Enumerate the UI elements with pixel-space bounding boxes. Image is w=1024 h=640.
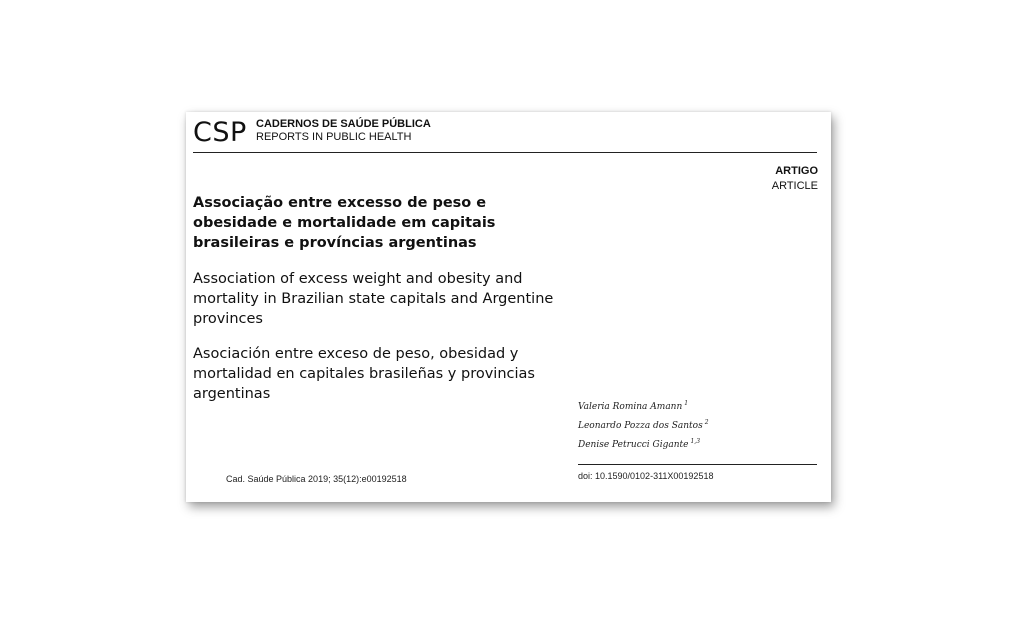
author-entry [578, 434, 709, 453]
author-name: Leonardo Pozza dos Santos [578, 421, 703, 431]
author-affiliation: 1,3 [690, 438, 701, 445]
header-divider [193, 152, 817, 153]
author-list [578, 396, 709, 453]
title-portuguese: Associação entre excesso de peso e obesidade e mortalidade em capitais brasileiras e províncias argentinas [193, 195, 496, 251]
author-entry [578, 415, 709, 434]
author-entry [578, 396, 709, 415]
title-english: Association of excess weight and obesity and mortality in Brazilian state capitals and Argentine provinces [193, 271, 554, 327]
journal-name-block [256, 118, 431, 144]
title-spanish: Asociación entre exceso de peso, obesidad y mortalidad en capitales brasileñas y provincias argentinas [193, 346, 535, 402]
article-type-en: ARTICLE [771, 180, 818, 192]
author-affiliation: 1 [684, 400, 689, 407]
author-affiliation: 2 [704, 419, 709, 426]
journal-name: CADERNOS DE SAÚDE PÚBLICA [256, 118, 431, 130]
article-type [772, 164, 818, 194]
doi-divider [578, 464, 817, 465]
article-type-pt: ARTIGO [775, 165, 818, 177]
citation: Cad. Saúde Pública 2019; 35(12):e00192518 [226, 474, 407, 484]
doi-link[interactable]: doi: 10.1590/0102-311X00192518 [578, 471, 714, 481]
author-name: Valeria Romina Amann [578, 402, 683, 412]
article-first-page [186, 112, 831, 502]
author-name: Denise Petrucci Gigante [578, 440, 689, 450]
journal-subtitle: REPORTS IN PUBLIC HEALTH [256, 131, 412, 143]
journal-logo: CSP [193, 117, 247, 148]
